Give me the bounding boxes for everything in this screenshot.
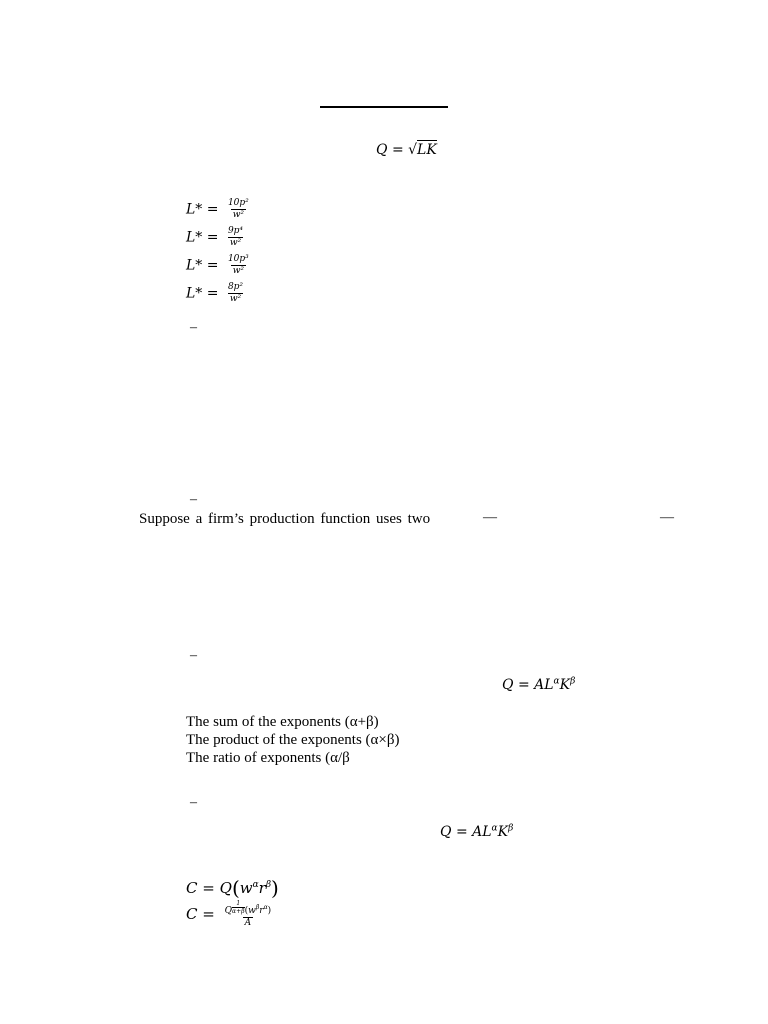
fraction-denominator: w²: [232, 210, 244, 220]
fraction-numerator: 10p²: [227, 198, 249, 208]
exp-alpha: α: [252, 880, 259, 890]
answer-option-3: The ratio of exponents (α/β: [186, 750, 350, 766]
open-paren: (: [231, 876, 240, 900]
fraction: [226, 254, 251, 277]
radical-sign: √: [408, 142, 418, 158]
eq-lhs: Q: [440, 824, 452, 840]
cost-function-2: [186, 900, 273, 929]
fraction-denominator: w²: [229, 238, 242, 248]
exp-num: 1: [236, 900, 241, 907]
em-dash-mid: —: [483, 510, 497, 525]
exp-den: α+β: [232, 908, 245, 915]
dash-marker: –: [190, 795, 197, 810]
answer-option-2: The product of the exponents (α×β): [186, 732, 400, 748]
eq-lhs: Q: [502, 677, 514, 693]
exponent-fraction: [232, 900, 245, 915]
option-lhs: L*: [186, 257, 203, 274]
option-3: [186, 254, 251, 277]
var-L: L: [544, 677, 554, 693]
eq-lhs: C: [186, 879, 198, 897]
cobb-douglas-equation-2: [440, 825, 513, 839]
var-r: r: [259, 906, 264, 916]
eq-sign: =: [206, 257, 219, 274]
var-Q: Q: [224, 906, 233, 916]
production-function-equation: [376, 143, 437, 157]
var-Q: Q: [219, 879, 232, 897]
option-lhs: L*: [186, 229, 203, 246]
option-4: [186, 282, 245, 305]
exp-alpha: α: [263, 904, 268, 911]
fraction: [223, 900, 274, 929]
question-text: Suppose a firm’s production function uses two: [139, 511, 431, 527]
close-paren: ): [271, 876, 279, 900]
coef-A: A: [472, 824, 483, 840]
option-2: [186, 226, 245, 249]
exp-alpha: α: [491, 823, 498, 834]
var-K: K: [559, 677, 571, 693]
radicand: LK: [417, 142, 437, 158]
option-1: [186, 198, 251, 221]
exp-beta: β: [255, 904, 260, 911]
fraction-numerator: 10p³: [227, 254, 249, 264]
exp-alpha: α: [553, 676, 560, 687]
option-lhs: L*: [186, 285, 203, 302]
fraction: [226, 226, 245, 249]
dash-marker: –: [190, 492, 197, 507]
fraction-denominator: w²: [232, 266, 244, 276]
cost-function-1: [186, 878, 279, 898]
var-w: w: [239, 879, 253, 897]
eq-sign: =: [206, 201, 219, 218]
open-paren: (: [244, 906, 249, 916]
fraction: [226, 282, 245, 305]
var-K: K: [497, 824, 509, 840]
eq-sign: =: [517, 677, 530, 693]
fraction-numerator: 9p⁴: [227, 226, 244, 236]
dash-marker: –: [190, 320, 197, 335]
cobb-douglas-equation: [502, 678, 575, 692]
header-rule: [320, 106, 448, 108]
fraction-numerator: [223, 900, 274, 917]
var-r: r: [258, 879, 266, 897]
fraction: [226, 198, 251, 221]
answer-option-1: The sum of the exponents (α+β): [186, 714, 379, 730]
dash-marker: –: [190, 648, 197, 663]
eq-sign: =: [202, 905, 215, 923]
close-paren: ): [267, 906, 272, 916]
em-dash-right: —: [660, 510, 674, 525]
eq-lhs: Q: [376, 142, 388, 158]
var-w: w: [248, 906, 256, 916]
eq-sign: =: [391, 142, 404, 158]
var-L: L: [482, 824, 492, 840]
fraction-denominator: A: [244, 918, 252, 928]
exp-beta: β: [570, 676, 576, 687]
eq-sign: =: [206, 285, 219, 302]
exp-beta: β: [265, 880, 272, 890]
option-lhs: L*: [186, 201, 203, 218]
eq-sign: =: [206, 229, 219, 246]
fraction-denominator: w²: [229, 294, 242, 304]
coef-A: A: [534, 677, 545, 693]
eq-lhs: C: [186, 905, 198, 923]
exp-beta: β: [508, 823, 514, 834]
eq-sign: =: [202, 879, 215, 897]
eq-sign: =: [455, 824, 468, 840]
fraction-numerator: 8p²: [227, 282, 244, 292]
